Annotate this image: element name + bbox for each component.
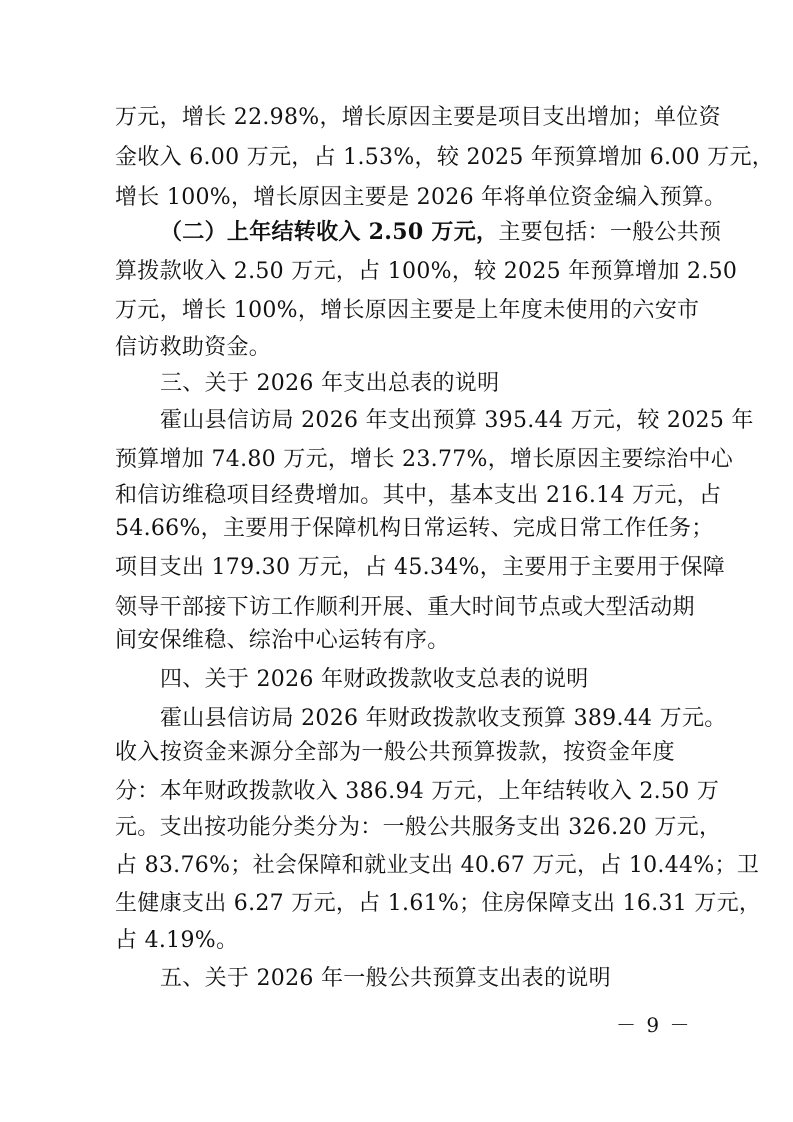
paragraph-line: 和信访维稳项目经费增加。其中，基本支出 216.14 万元，占 [115, 483, 722, 508]
section-lead-rest: 主要包括：一般公共预 [498, 220, 722, 245]
paragraph-line: 预算增加 74.80 万元，增长 23.77%，增长原因主要综治中心 [115, 447, 734, 472]
paragraph-line: 算拨款收入 2.50 万元，占 100%，较 2025 年预算增加 2.50 [115, 259, 738, 284]
paragraph-line: 增长 100%，增长原因主要是 2026 年将单位资金编入预算。 [115, 185, 727, 210]
paragraph-line: 领导干部接下访工作顺利开展、重大时间节点或大型活动期 [115, 595, 695, 620]
section-heading: 四、关于 2026 年财政拨款收支总表的说明 [160, 667, 589, 692]
paragraph-line: 间安保维稳、综治中心运转有序。 [115, 628, 450, 653]
paragraph-line: 占 4.19%。 [115, 928, 239, 953]
paragraph-line: 占 83.76%；社会保障和就业支出 40.67 万元，占 10.44%；卫 [115, 853, 760, 878]
paragraph-line: 万元，增长 22.98%，增长原因主要是项目支出增加；单位资 [115, 105, 721, 130]
paragraph-line: 元。支出按功能分类分为：一般公共服务支出 326.20 万元， [115, 815, 722, 840]
paragraph-line: 分：本年财政拨款收入 386.94 万元，上年结转收入 2.50 万 [115, 779, 720, 804]
page-number: － 9 － [616, 1013, 692, 1037]
section-heading: 五、关于 2026 年一般公共预算支出表的说明 [160, 966, 611, 991]
paragraph-line: 信访救助资金。 [115, 335, 272, 360]
paragraph-line: 生健康支出 6.27 万元，占 1.61%；住房保障支出 16.31 万元， [115, 891, 762, 916]
paragraph-line: 万元，增长 100%，增长原因主要是上年度未使用的六安市 [115, 298, 700, 323]
section-lead-bold: （二）上年结转收入 2.50 万元， [160, 219, 499, 245]
paragraph-line: 金收入 6.00 万元，占 1.53%，较 2025 年预算增加 6.00 万元， [115, 145, 775, 170]
section-heading: 三、关于 2026 年支出总表的说明 [160, 371, 500, 396]
paragraph-line: 收入按资金来源分全部为一般公共预算拨款，按资金年度 [115, 740, 675, 765]
paragraph-line: 霍山县信访局 2026 年财政拨款收支预算 389.44 万元。 [160, 706, 727, 731]
paragraph-line: 霍山县信访局 2026 年支出预算 395.44 万元，较 2025 年 [160, 408, 754, 433]
paragraph-line: 54.66%，主要用于保障机构日常运转、完成日常工作任务； [115, 516, 714, 541]
paragraph-line: 项目支出 179.30 万元，占 45.34%，主要用于主要用于保障 [115, 555, 726, 580]
paragraph-line [160, 217, 722, 248]
